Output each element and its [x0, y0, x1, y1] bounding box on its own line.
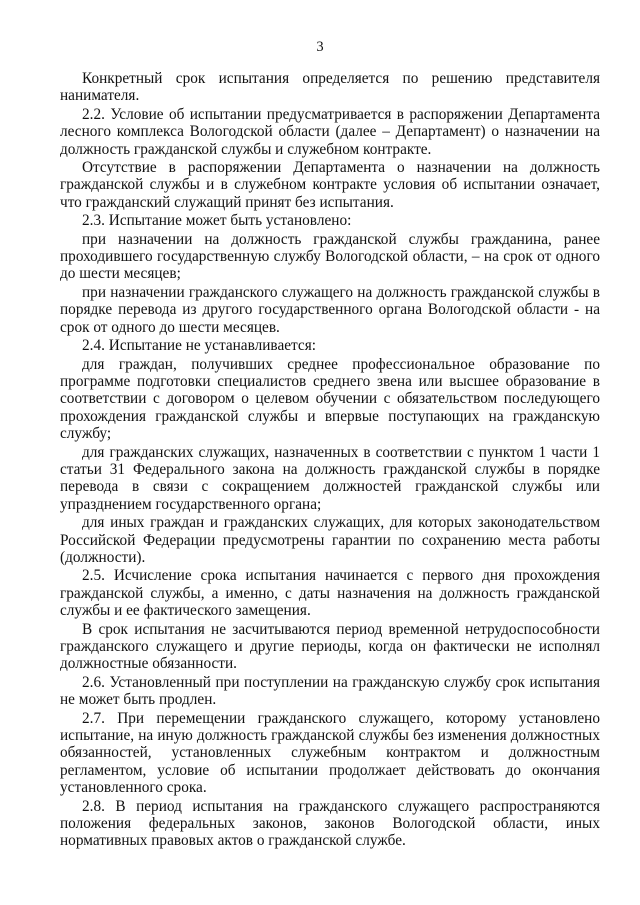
paragraph-no-probation-condition: Отсутствие в распоряжении Департамента о назначении на должность гражданской службы и в служебном контракте условия об испытании означает, что гражданский служащий принят без испытания. [60, 159, 600, 211]
paragraph-2-6: 2.6. Установленный при поступлении на гражданскую службу срок испытания не может быть продлен. [60, 673, 600, 709]
paragraph-job-guarantees: для иных граждан и гражданских служащих, для которых законодательством Российской Федерации предусмотрены гарантии по сохранению места работы (должности). [60, 514, 600, 566]
paragraph-appointment-transfer: при назначении гражданского служащего на должность гражданской службы в порядке перевода из другого государственного органа Вологодской области - на срок от одного до шести месяцев. [60, 283, 600, 336]
page-number: 3 [316, 39, 324, 55]
paragraph-targeted-education: для граждан, получивших среднее профессиональное образование по программе подготовки специалистов среднего звена или высшее образование в соответствии с договором о целевом обучении с обязательством последующего прохождения гражданской службы и впервые поступающих на гражданскую службу; [60, 355, 600, 443]
paragraph-2-3: 2.3. Испытание может быть установлено: [82, 212, 352, 230]
document-body [60, 70, 600, 850]
paragraph-2-8: 2.8. В период испытания на гражданского служащего распространяются положения федеральных законов, законов Вологодской области, иных нормативных правовых актов о гражданской службе. [60, 797, 600, 850]
paragraph-staff-reduction: для гражданских служащих, назначенных в соответствии с пунктом 1 части 1 статьи 31 Федерального закона на должность гражданской службы в порядке перевода в связи с сокращением должностей гражданской службы или упразднением государственного органа; [60, 443, 600, 513]
paragraph-2-7: 2.7. При перемещении гражданского служащего, которому установлено испытание, на иную должность гражданской службы без изменения должностных обязанностей, установленных служебным контрактом и должностным регламентом, условие об испытании продолжает действовать до окончания установленного срока. [60, 709, 600, 797]
paragraph-2-5: 2.5. Исчисление срока испытания начинается с первого дня прохождения гражданской службы, а именно, с даты назначения на должность гражданской службы и ее фактического замещения. [60, 567, 600, 620]
paragraph-excluded-periods: В срок испытания не засчитываются период временной нетрудоспособности гражданского служащего и другие периоды, когда он фактически не исполнял должностные обязанности. [60, 620, 600, 673]
paragraph-appointment-citizen: при назначении на должность гражданской службы гражданина, ранее проходившего государственную службу Вологодской области, – на срок от одного до шести месяцев; [60, 230, 600, 283]
paragraph-2-4: 2.4. Испытание не устанавливается: [82, 337, 316, 355]
paragraph-term-decision: Конкретный срок испытания определяется по решению представителя нанимателя. [60, 70, 600, 105]
paragraph-2-2: 2.2. Условие об испытании предусматривается в распоряжении Департамента лесного комплекса Вологодской области (далее – Департамент) о назначении на должность гражданской службы и служебном контракте. [60, 105, 600, 158]
